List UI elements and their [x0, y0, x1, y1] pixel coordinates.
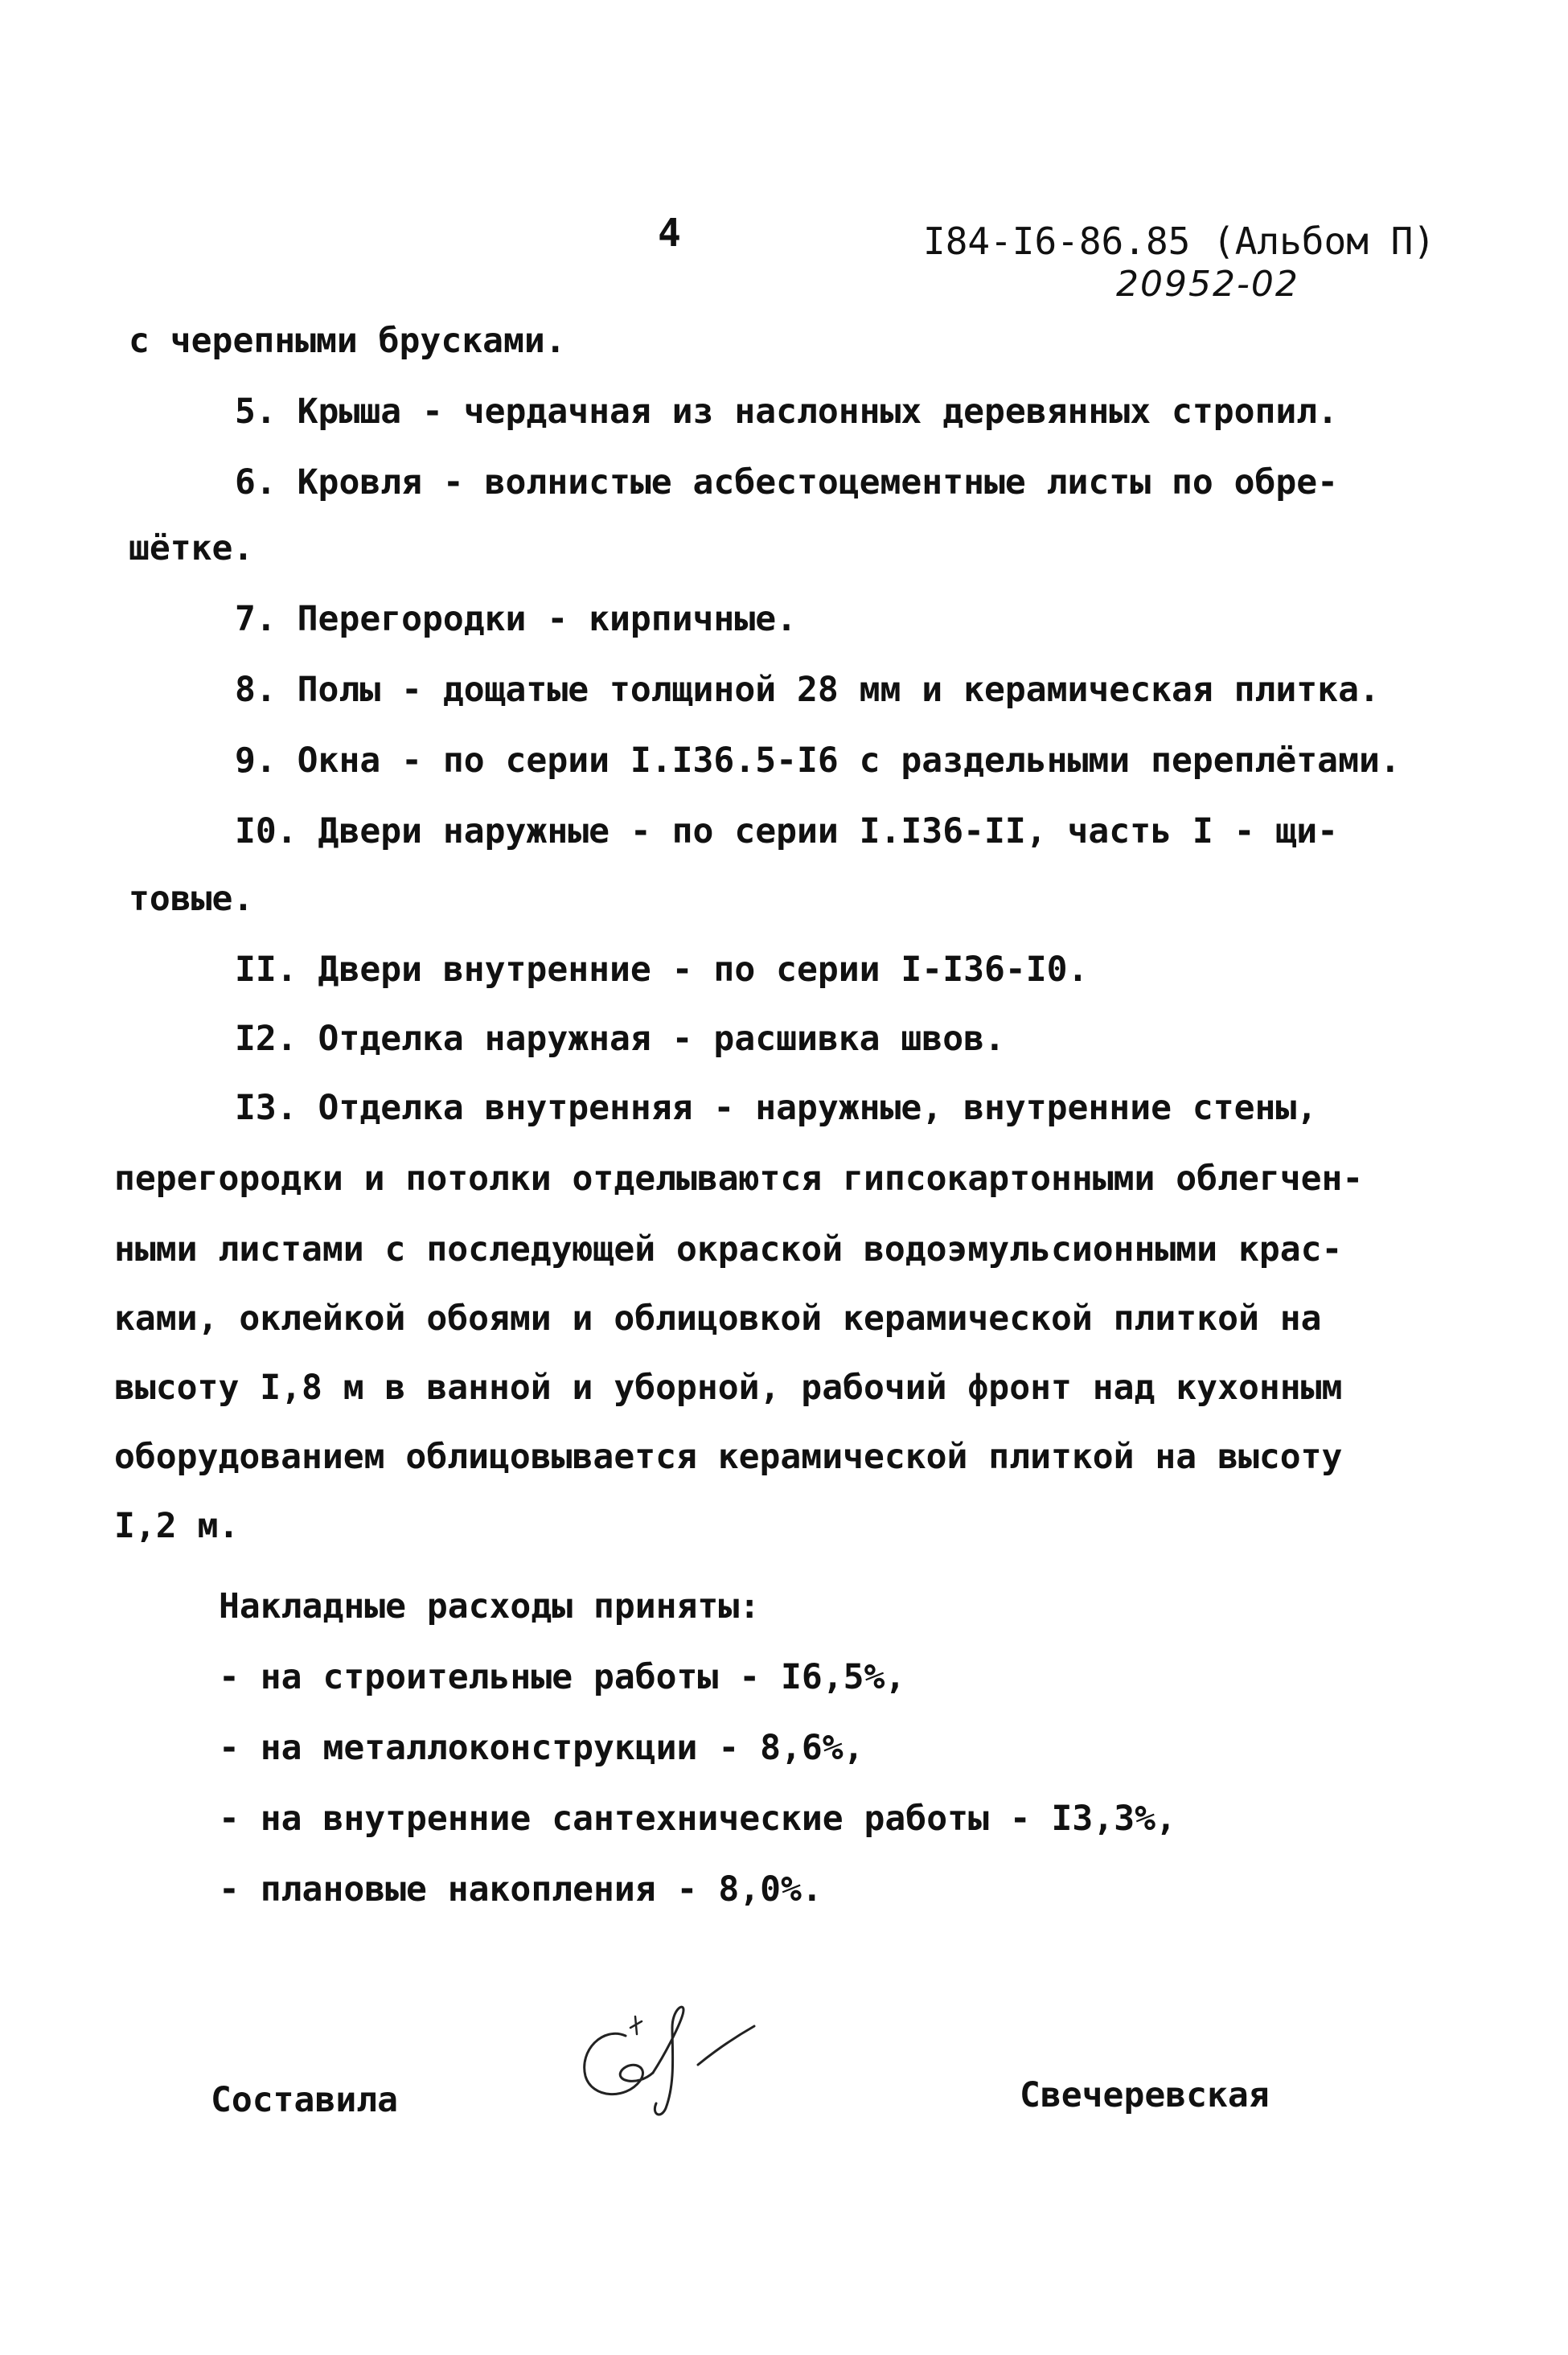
page-number: 4: [658, 211, 681, 256]
text-line: 5. Крыша - чердачная из наслонных деревянных стропил.: [235, 392, 1339, 432]
text-line: 8. Полы - дощатые толщиной 28 мм и керамическая плитка.: [235, 670, 1380, 710]
text-line: I,2 м.: [114, 1506, 240, 1546]
overheads-item: - на металлоконструкции - 8,6%,: [219, 1728, 864, 1768]
overheads-item: - на строительные работы - I6,5%,: [219, 1657, 906, 1697]
text-line: I2. Отделка наружная - расшивка швов.: [235, 1019, 1005, 1059]
text-line: I3. Отделка внутренняя - наружные, внутренние стены,: [235, 1088, 1318, 1128]
text-line: 6. Кровля - волнистые асбестоцементные листы по обре-: [235, 462, 1339, 503]
text-line: 7. Перегородки - кирпичные.: [235, 599, 797, 639]
signature-icon: [563, 1986, 788, 2131]
text-line: перегородки и потолки отделываются гипсокартонными облегчен-: [114, 1159, 1364, 1199]
text-line: с черепными брусками.: [129, 321, 566, 361]
text-line: ками, оклейкой обоями и облицовкой керамической плиткой на: [114, 1299, 1322, 1339]
overheads-title: Накладные расходы приняты:: [219, 1586, 761, 1627]
text-line: II. Двери внутренние - по серии I-I36-I0.: [235, 950, 1089, 990]
text-line: I0. Двери наружные - по серии I.I36-II, часть I - щи-: [235, 811, 1339, 851]
text-line: высоту I,8 м в ванной и уборной, рабочий фронт над кухонным: [114, 1368, 1343, 1408]
handwritten-number: 20952-02: [1116, 264, 1299, 305]
text-line: оборудованием облицовывается керамической плиткой на высоту: [114, 1437, 1343, 1477]
text-line: ными листами с последующей окраской водоэмульсионными крас-: [114, 1229, 1343, 1270]
text-line: шётке.: [129, 528, 254, 568]
overheads-item: - плановые накопления - 8,0%.: [219, 1869, 823, 1910]
text-line: 9. Окна - по серии I.I36.5-I6 с раздельными переплётами.: [235, 741, 1401, 781]
text-line: товые.: [129, 879, 254, 919]
overheads-item: - на внутренние сантехнические работы - I3,3%,: [219, 1799, 1176, 1839]
document-code: I84-I6-86.85 (Альбом П): [923, 219, 1435, 263]
compiled-label: Составила: [211, 2080, 398, 2120]
author-name: Свечеревская: [1020, 2075, 1270, 2115]
